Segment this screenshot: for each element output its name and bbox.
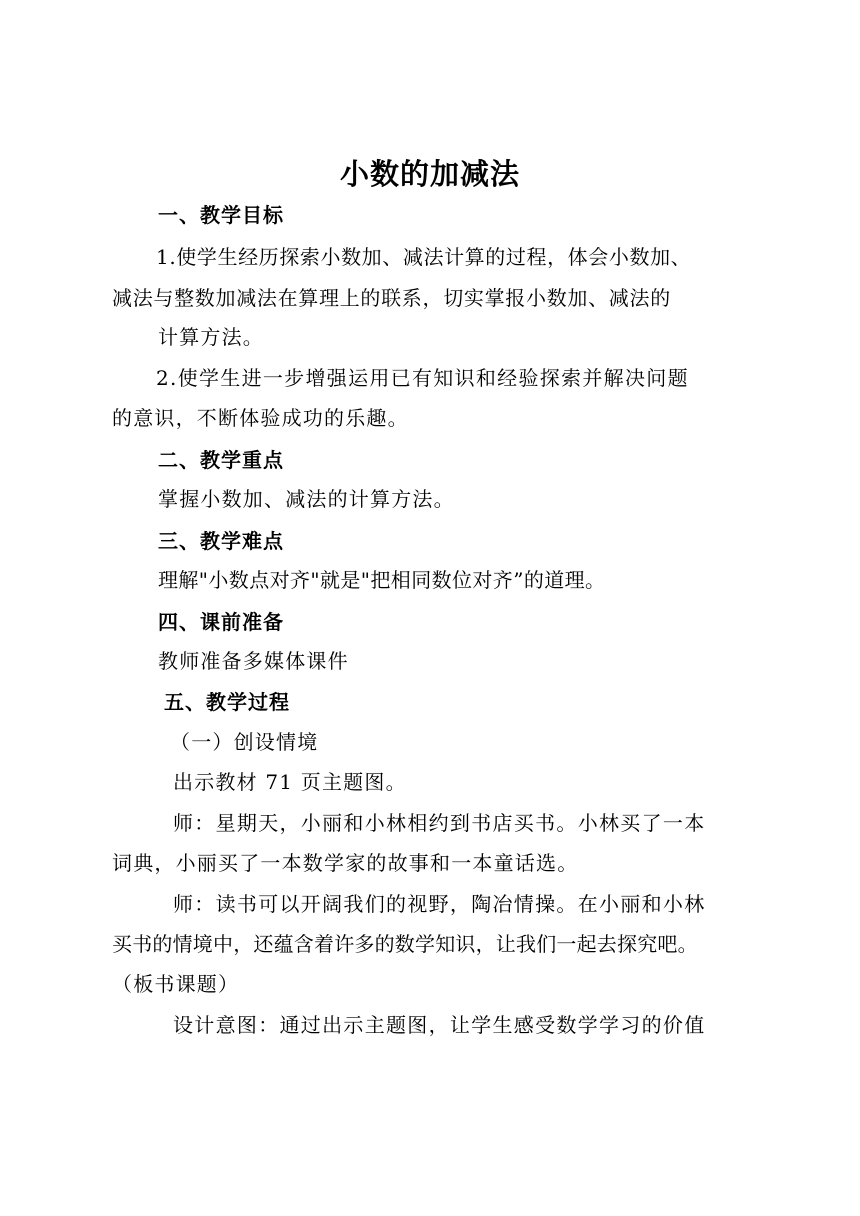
section-heading-difficulties: 三、教学难点 [158, 529, 284, 553]
preparation-text: 教师准备多媒体课件 [158, 649, 349, 673]
section-heading-goals: 一、教学目标 [158, 203, 284, 227]
section-heading-key-points: 二、教学重点 [158, 448, 284, 472]
goals-paragraph-1-line-2: 减法与整数加减法在算理上的联系，切实掌报小数加、减法的 [112, 286, 671, 310]
process-line-7: 设计意图：通过出示主题图，让学生感受数学学习的价值 [173, 1013, 706, 1037]
goals-paragraph-2-line-1: 2.使学生进一步增强运用已有知识和经验探索并解决问题 [156, 366, 689, 390]
document-title: 小数的加减法 [339, 157, 520, 191]
section-heading-process: 五、教学过程 [164, 690, 290, 714]
process-line-6: （板书课题） [112, 972, 240, 996]
difficulties-text: 理解"小数点对齐"就是"把相同数位对齐”的道理。 [158, 568, 606, 592]
process-line-5: 买书的情境中，还蕴含着许多的数学知识，让我们一起去探究吧。 [112, 932, 698, 956]
process-line-4: 师：读书可以开阔我们的视野，陶冶情操。在小丽和小林 [173, 892, 706, 916]
goals-paragraph-1-line-3: 计算方法。 [158, 325, 264, 349]
process-subheading: （一）创设情境 [170, 730, 319, 754]
process-line-2: 师：星期天，小丽和小林相约到书店买书。小林买了一本 [173, 811, 706, 835]
process-line-3: 词典，小丽买了一本数学家的故事和一本童话选。 [112, 851, 579, 875]
goals-paragraph-2-line-2: 的意识，不断体验成功的乐趣。 [112, 406, 409, 430]
goals-paragraph-1-line-1: 1.使学生经历探索小数加、减法计算的过程，体会小数加、 [156, 245, 692, 269]
process-line-1: 出示教材 71 页主题图。 [173, 770, 407, 794]
key-points-text: 掌握小数加、减法的计算方法。 [158, 487, 455, 511]
section-heading-preparation: 四、课前准备 [158, 610, 284, 634]
